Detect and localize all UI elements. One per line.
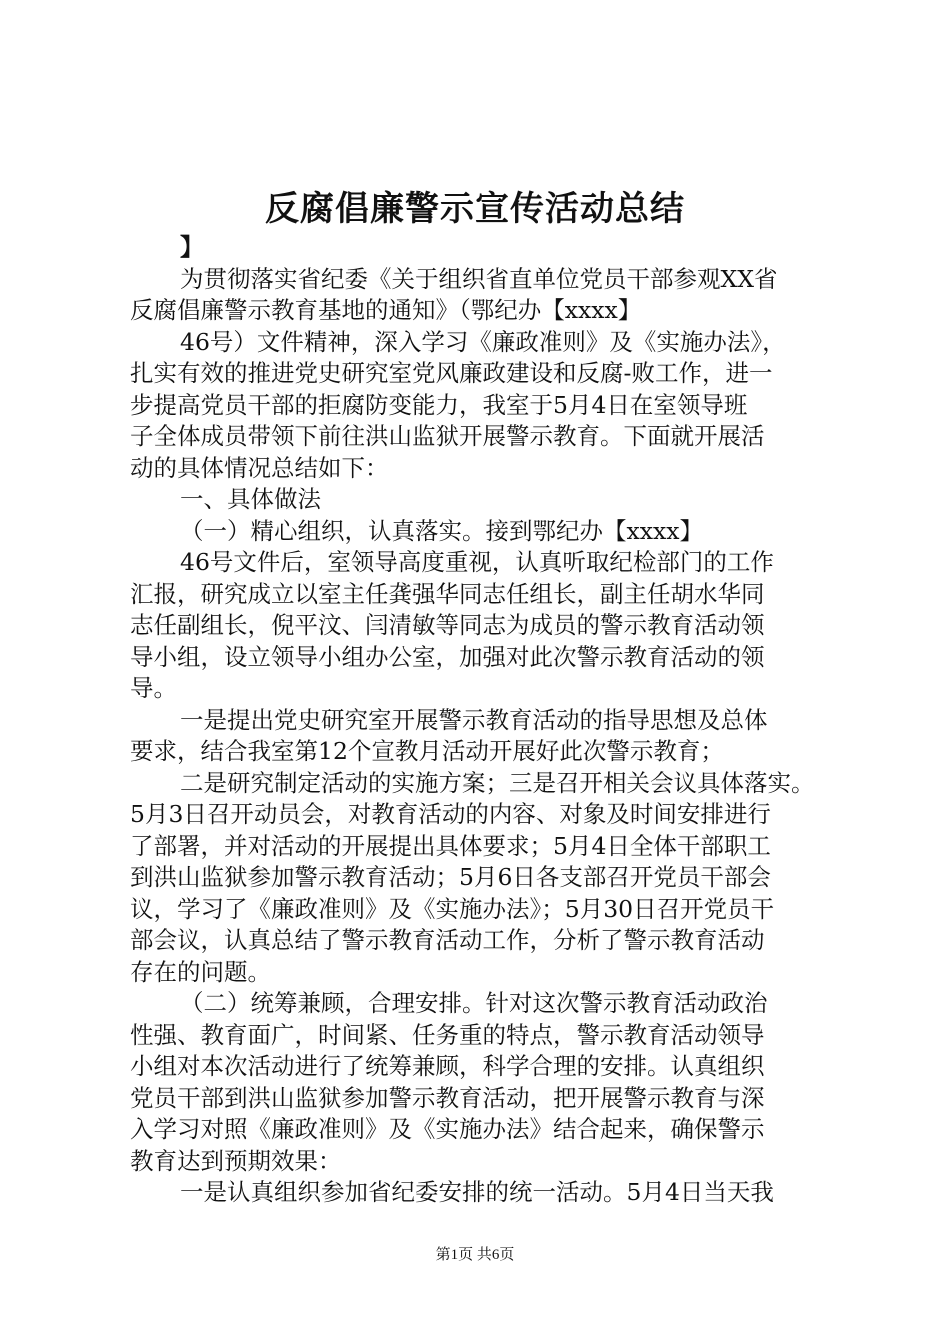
text-line: 教育达到预期效果： <box>130 1146 342 1175</box>
text-line: 导。 <box>130 674 177 702</box>
text-line: 小组对本次活动进行了统筹兼顾，科学合理的安排。认真组织 <box>130 1052 765 1080</box>
document-title: 反腐倡廉警示宣传活动总结 <box>265 189 685 229</box>
text-line: 子全体成员带领下前往洪山监狱开展警示教育。下面就开展活 <box>130 422 765 450</box>
text-line: 存在的问题。 <box>130 957 271 986</box>
text-line: 性强、教育面广，时间紧、任务重的特点，警示教育活动领导 <box>130 1020 765 1049</box>
document-body <box>130 232 830 1209</box>
text-line: 了部署，并对活动的开展提出具体要求；5月4日全体干部职工 <box>130 831 771 860</box>
text-line: 党员干部到洪山监狱参加警示教育活动，把开展警示教育与深 <box>130 1083 765 1112</box>
text-line: 】 <box>180 233 204 261</box>
text-line: 部会议，认真总结了警示教育活动工作，分析了警示教育活动 <box>130 926 765 954</box>
text-line: 导小组，设立领导小组办公室，加强对此次警示教育活动的领 <box>130 642 765 671</box>
text-line: 一是认真组织参加省纪委安排的统一活动。5月4日当天我 <box>180 1178 774 1206</box>
text-line: 反腐倡廉警示教育基地的通知》（鄂纪办【xxxx】 <box>130 296 642 324</box>
text-line: 入学习对照《廉政准则》及《实施办法》结合起来，确保警示 <box>130 1115 765 1143</box>
text-line: 46号）文件精神，深入学习《廉政准则》及《实施办法》， <box>180 327 786 356</box>
text-line: 到洪山监狱参加警示教育活动；5月6日各支部召开党员干部会 <box>130 863 771 891</box>
text-line: 要求，结合我室第12个宣教月活动开展好此次警示教育； <box>130 737 724 765</box>
text-line: 议，学习了《廉政准则》及《实施办法》；5月30日召开党员干 <box>130 894 775 923</box>
text-line: 扎实有效的推进党史研究室党风廉政建设和反腐-败工作，进一 <box>130 359 773 387</box>
page-footer: 第1页 共6页 <box>435 1247 515 1263</box>
text-line: 一是提出党史研究室开展警示教育活动的指导思想及总体 <box>180 705 768 734</box>
text-line: 二是研究制定活动的实施方案；三是召开相关会议具体落实。 <box>180 768 815 797</box>
text-line: 一、具体做法 <box>180 485 321 513</box>
text-line: 汇报，研究成立以室主任龚强华同志任组长，副主任胡水华同 <box>130 579 765 608</box>
text-line: 5月3日召开动员会，对教育活动的内容、对象及时间安排进行 <box>130 800 771 828</box>
text-line: 为贯彻落实省纪委《关于组织省直单位党员干部参观XX省 <box>180 264 778 293</box>
text-line: （一）精心组织，认真落实。接到鄂纪办【xxxx】 <box>180 516 704 545</box>
text-line: 动的具体情况总结如下： <box>130 453 389 482</box>
text-line: （二）统筹兼顾，合理安排。针对这次警示教育活动政治 <box>180 989 768 1017</box>
text-line: 志任副组长，倪平汶、闫清敏等同志为成员的警示教育活动领 <box>130 611 765 639</box>
text-line: 46号文件后，室领导高度重视，认真听取纪检部门的工作 <box>180 548 774 576</box>
text-line: 步提高党员干部的拒腐防变能力，我室于5月4日在室领导班 <box>130 390 748 419</box>
